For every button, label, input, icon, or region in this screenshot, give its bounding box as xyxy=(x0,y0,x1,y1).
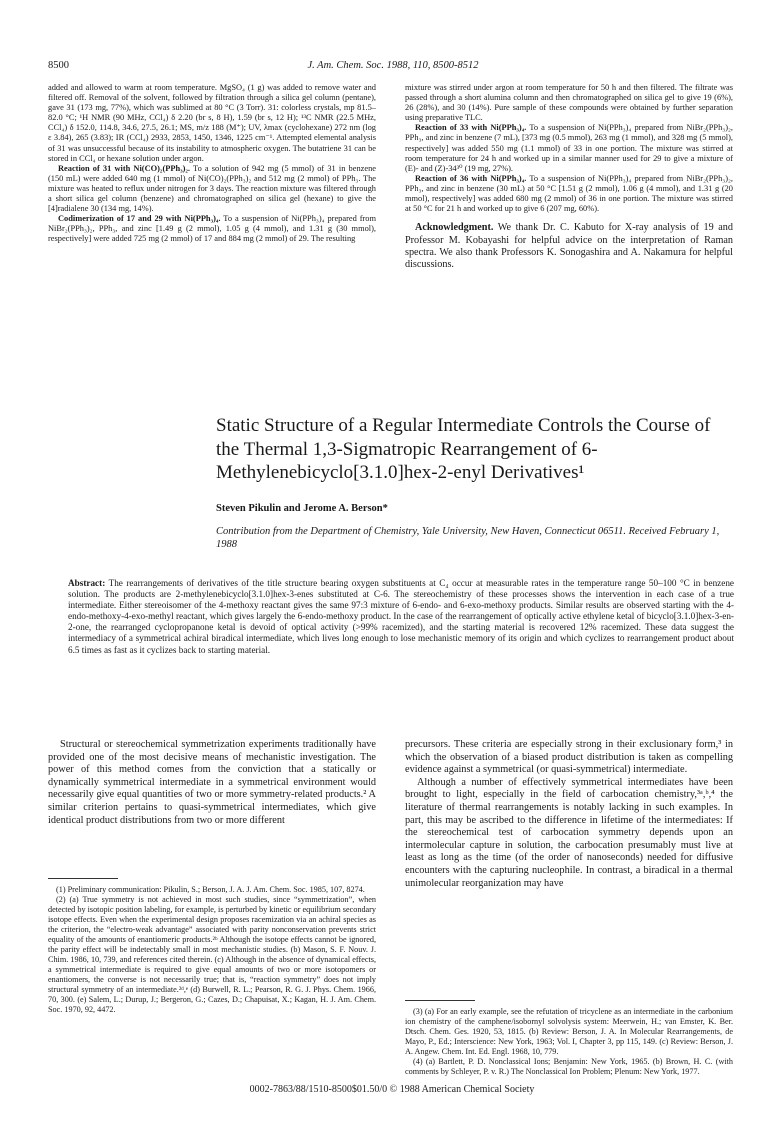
experimental-left-column xyxy=(48,83,376,245)
body-paragraph: Structural or stereochemical symmetrization experiments traditionally have provided one of the most decisive means of mechanistic investigation. The power of this method comes from the conviction that a statically or dynamically symmetrical intermediate in a symmetrical environment would necessarily give equal quantities of two or more symmetry-related products.² A similar criterion pertains to quasi-symmetrical intermediates, which give identical product distributions from two or more different xyxy=(48,739,376,826)
abstract xyxy=(68,578,734,656)
body-paragraph: Although a number of effectively symmetrical intermediates have been brought to light, especially in the field of carbocation chemistry,³ᵃ,ᵇ,⁴ the literature of thermal rearrangements is notably lacking in such examples. In part, this may be ascribed to the difference in lifetime of the intermediates: If the stereochemical test of carbocation symmetry depends upon an intermolecular capture in solution, the carbocation presumably must live at least as long as the time (of the order of nanoseconds) needed for diffusive encounters with the capturing nucleophile. In contrast, a biradical in a thermal unimolecular reorganization may have xyxy=(405,776,733,889)
paragraph-text: To a suspension of Ni(PPh₃)₄ prepared from NiBr₂(PPh₃)₂, PPh₃, and zinc in benzene (7 mL), [373 mg (0.5 mmol), 263 mg (1 mmol), and 328 mg (5 mmol), respectively] was added 550 mg (1.1 mmol) of 33 in one portion. The mixture was stirred at room temperature for 24 h and worked up in a similar manner used for 29 to give a mixture of (E)- and (Z)-34³⁰ (19 mg, 27%). xyxy=(405,123,734,173)
article-title: Static Structure of a Regular Intermediate Controls the Course of the Thermal 1,3-Sigmatropic Rearrangement of 6-Methylenebicyclo[3.1.0]hex-2-enyl Derivatives¹ xyxy=(216,415,711,484)
abstract-text: The rearrangements of derivatives of the title structure bearing oxygen substituents at C₄ occur at measurable rates in the temperature range 50–100 °C in benzene solution. The products are 2-methylenebicyclo[3.1.0]hex-3-enes substituted at C-6. The stereochemistry of these processes shows the intervention in each case of a true intermediate. Either stereoisomer of the 4-methoxy reactant gives the same 97:3 mixture of 6-endo- and 6-exo-methoxy products. Similar results are observed starting with the 4-endo-methoxy-4-exo-methyl reactant, which gives largely the 6-endo-methoxy product. In the case of the rearrangement of optically active ethylene ketal of bicyclo[3.1.0]hex-3-en-2-one, the rearranged cyclopropanone ketal is devoid of optical activity (>99% racemized), and the starting material is recovered 12% racemized. These data suggest the intermediacy of a symmetrical achiral biradical intermediate, which lives long enough to lose mechanistic memory of its origin and which cyclizes to rearrangement product about 6.5 times as fast as it cyclizes back to starting material. xyxy=(68,578,734,655)
acknowledgment xyxy=(405,222,733,272)
article-authors: Steven Pikulin and Jerome A. Berson* xyxy=(216,503,388,514)
footnotes-right xyxy=(405,1000,733,1077)
experimental-paragraph xyxy=(48,164,376,214)
journal-citation: J. Am. Chem. Soc. 1988, 110, 8500-8512 xyxy=(307,60,479,71)
footnote: (3) (a) For an early example, see the refutation of tricyclene as an intermediate in the carbonium ion chemistry of the camphene/isobornyl solvolysis system: Meerwein, H.; van Emster, K. Ber. Dtsch. Chem. Ges. 1920, 53, 1815. (b) Review: Berson, J. A. In Molecular Rearrangements, de Mayo, P., Ed.; Interscience: New York, 1963; Vol. I, Chapter 3, pp 115, 149. (c) Review: Berson, J. A. Angew. Chem. Int. Ed. Engl. 1968, 10, 779. xyxy=(405,1007,733,1056)
acknowledgment-text: We thank Dr. C. Kabuto for X-ray analysis of 19 and Professor M. Kobayashi for helpful advice on the interpretation of Raman spectra. We also thank Professors K. Sonogashira and A. Nakamura for helpful discussions. xyxy=(405,222,733,271)
paragraph-lead: Codimerization of 17 and 29 with Ni(PPh₃)₄. xyxy=(58,214,221,224)
paragraph-lead: Reaction of 33 with Ni(PPh₃)₄. xyxy=(415,123,527,133)
footnote-rule xyxy=(48,878,118,879)
abstract-label: Abstract: xyxy=(68,578,106,588)
experimental-paragraph xyxy=(405,123,733,173)
paragraph-lead: Reaction of 31 with Ni(CO)₂(PPh₃)₂. xyxy=(58,163,191,173)
experimental-paragraph xyxy=(48,214,376,244)
paragraph-text: To a solution of 942 mg (5 mmol) of 31 in benzene (150 mL) were added 640 mg (1 mmol) of Ni(CO)₂(PPh₃)₂ and 512 mg (2 mmol) of PPh₃. The mixture was heated to reflux under nitrogen for 3 days. The reaction mixture was filtered through a short silica gel column (benzene) and chromatographed on silica gel (hexane) to give the [4]radialene 30 (134 mg, 14%). xyxy=(48,163,376,214)
footnotes-left xyxy=(48,878,376,1015)
article-affiliation: Contribution from the Department of Chemistry, Yale University, New Haven, Connecticut 06511. Received February 1, 1988 xyxy=(216,526,720,550)
body-left-column xyxy=(48,739,376,827)
paragraph-lead: Reaction of 36 with Ni(PPh₃)₄. xyxy=(415,173,527,183)
body-right-column xyxy=(405,739,733,890)
body-paragraph: precursors. These criteria are especially strong in their exclusionary form,³ in which the observation of a biased product distribution is taken as compelling evidence against a symmetrical (or quasi-symmetrical) intermediate. xyxy=(405,739,733,776)
experimental-right-column xyxy=(405,83,733,272)
page-number: 8500 xyxy=(48,60,69,71)
paragraph-text: To a suspension of Ni(PPh₃)₄ prepared from NiBr₂(PPh₃)₂, PPh₃, and zinc [1.49 g (2 mmol), 1.05 g (4 mmol), and 1.31 g (30 mmol), respectively] were added 725 mg (2 mmol) of 17 and 884 mg (2 mmol) of 29. The resulting xyxy=(48,214,376,244)
acknowledgment-lead: Acknowledgment. xyxy=(415,222,494,234)
footnote: (1) Preliminary communication: Pikulin, S.; Berson, J. A. J. Am. Chem. Soc. 1985, 107, 8274. xyxy=(56,885,365,894)
experimental-paragraph: added and allowed to warm at room temperature. MgSO₄ (1 g) was added to remove water and filtered off. Removal of the solvent, followed by filtration through a silica gel column (pentane), gave 31 (173 mg, 77%), which was sublimed at 80 °C (3 Torr). 31: colorless crystals, mp 81.5–82.0 °C; ¹H NMR (90 MHz, CCl₄) δ 2.20 (br s, 8 H), 1.59 (br s, 12 H); ¹³C NMR (22.5 MHz, CCl₄) δ 152.0, 114.8, 34.6, 27.5, 26.1; MS, m/z 188 (M⁺); UV, λmax (cyclohexane) 272 nm (log ε 3.84), 265 (3.83); IR (CCl₄) 2933, 2853, 1450, 1346, 1225 cm⁻¹. Attempted elemental analysis of 31 was unsuccessful because of its instability to atmospheric oxygen. The butatriene 31 can be stored in CCl₄ or hexane solution under argon. xyxy=(48,83,376,163)
footnote: (2) (a) True symmetry is not achieved in most such studies, since “symmetrization”, when detected by isotopic position labeling, for example, is perturbed by kinetic or equilibrium secondary isotope effects. Even when the experimental design proposes racemization via an achiral species as the criterion, the “electro-weak advantage” associated with parity nonconservation prevents strict equality of the amounts of enantiomeric products.²ᵇ Although the isotope effects cannot be ignored, the parity effect will be indetectably small in most mechanistic studies. (b) Mason, S. F. Nouv. J. Chim. 1986, 10, 739, and references cited therein. (c) Although in the absence of dynamical effects, a symmetrical intermediate is required to give equal amounts of two or more isotopomers or enantiomers, the converse is not necessarily true; that is, “reaction symmetry” does not imply structural symmetry of an intermediate.²ᵈ,ᵉ (d) Burwell, R. L.; Pearson, R. G. J. Phys. Chem. 1966, 70, 300. (e) Salem, L.; Durup, J.; Bergeron, G.; Cazes, D.; Chapuisat, X.; Kagan, H. J. Am. Chem. Soc. 1970, 92, 4472. xyxy=(48,895,376,1014)
experimental-paragraph: mixture was stirred under argon at room temperature for 50 h and then filtered. The filtrate was passed through a short alumina column and then chromatographed on silica gel to give 19 (6%), 26 (28%), and 30 (14%). Pure sample of these compounds were obtained by further separation using preparative TLC. xyxy=(405,83,733,123)
experimental-paragraph xyxy=(405,174,733,214)
paragraph-text: To a suspension of Ni(PPh₃)₄ prepared from NiBr₂(PPh₃)₂, PPh₃, and zinc in benzene (30 mL) at 50 °C [1.51 g (2 mmol), 1.06 g (4 mmol), and 1.31 g (20 mmol), respectively] was added 680 mg (2 mmol) of 36 in one portion. The mixture was stirred at 50 °C for 21 h and worked up to give 6 (207 mg, 60%). xyxy=(405,173,734,214)
footnote-rule xyxy=(405,1000,475,1001)
footnote: (4) (a) Bartlett, P. D. Nonclassical Ions; Benjamin: New York, 1965. (b) Brown, H. C. (with comments by Schleyer, P. v. R.) The Nonclassical Ion Problem; Plenum: New York, 1977. xyxy=(405,1057,733,1076)
copyright-footer: 0002-7863/88/1510-8500$01.50/0 © 1988 American Chemical Society xyxy=(249,1084,535,1095)
